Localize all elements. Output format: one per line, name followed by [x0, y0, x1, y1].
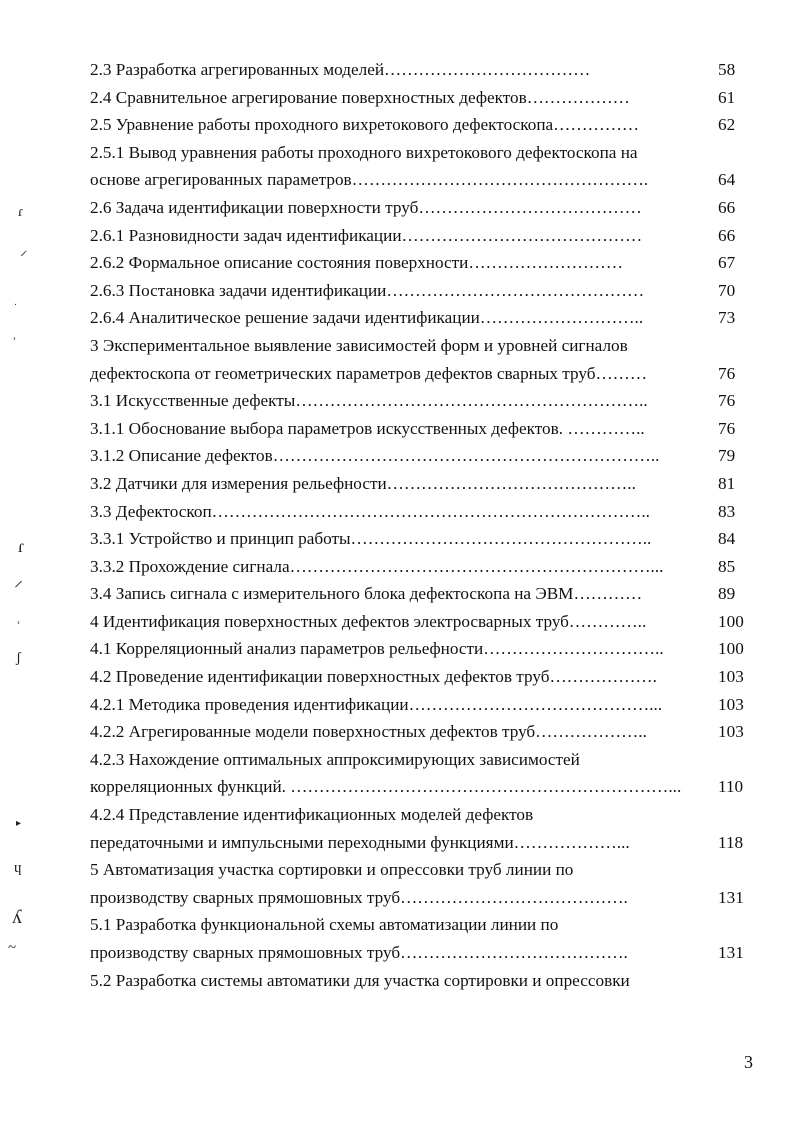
toc-entry-title: 5 Автоматизация участка сортировки и опрессовки труб линии по [90, 860, 574, 880]
toc-entry [90, 801, 750, 829]
toc-entry-title: 3.1.1 Обоснование выбора параметров искусственных дефектов. ………….. [90, 418, 645, 438]
scan-artifact: ʃ [16, 650, 21, 666]
toc-entry-title: 3 Экспериментальное выявление зависимостей форм и уровней сигналов [90, 335, 628, 355]
toc-entry-page: 61 [718, 87, 736, 107]
toc-entry-title: 3.4 Запись сигнала с измерительного блока дефектоскопа на ЭВМ………… [90, 584, 643, 604]
toc-entry-page: 70 [718, 280, 736, 300]
toc-entry [90, 222, 750, 250]
toc-entry-page: 73 [718, 308, 736, 328]
toc-entry [90, 360, 750, 388]
toc-entry-title: 3.3.1 Устройство и принцип работы…………………………………………….. [90, 529, 652, 549]
toc-entry [90, 718, 750, 746]
toc-entry-title: 4.2.1 Методика проведения идентификации……………………………………... [90, 694, 663, 714]
toc-entry-page: 100 [718, 611, 744, 631]
toc-entry [90, 663, 750, 691]
toc-entry-title: 5.2 Разработка системы автоматики для участка сортировки и опрессовки [90, 970, 630, 990]
toc-entry-title: производству сварных прямошовных труб…………………………………. [90, 943, 628, 962]
toc-entry-title: 2.6 Задача идентификации поверхности труб………………………………… [90, 197, 642, 217]
page-number: 3 [744, 1052, 753, 1072]
toc-entry [90, 111, 750, 139]
toc-entry [90, 856, 750, 884]
scan-artifact: ɾ [18, 204, 23, 220]
toc-entry-page: 66 [718, 225, 736, 245]
toc-entry [90, 249, 750, 277]
toc-entry-title: 4.2 Проведение идентификации поверхностных дефектов труб………………. [90, 667, 657, 687]
scan-artifact: ⸝ [20, 243, 28, 259]
toc-entry-title: корреляционных функций. …………………………………………………………... [90, 777, 682, 797]
toc-entry-title: 4.2.2 Агрегированные модели поверхностных дефектов труб……………….. [90, 722, 647, 742]
toc-entry-title: 2.6.3 Постановка задачи идентификации……………………………………… [90, 280, 645, 300]
toc-entry [90, 967, 750, 995]
toc-entry-page: 67 [718, 253, 736, 273]
toc-entry-title: 5.1 Разработка функциональной схемы автоматизации линии по [90, 915, 559, 935]
toc-entry-title: 4.1 Корреляционный анализ параметров рельефности………………………….. [90, 639, 664, 659]
scan-artifact: ʎ [12, 906, 22, 928]
toc-entry-title: 2.4 Сравнительное агрегирование поверхностных дефектов……………… [90, 87, 630, 107]
toc-entry-title: передаточными и импульсными переходными функциями………………... [90, 832, 630, 852]
scan-artifact: ⸝ [14, 570, 23, 590]
toc-entry-page: 103 [718, 722, 744, 742]
toc-entry-title: 4 Идентификация поверхностных дефектов электросварных труб………….. [90, 611, 647, 631]
toc-entry-page: 81 [718, 473, 736, 493]
toc-entry-title: 3.3 Дефектоскоп………………………………………………………………….. [90, 501, 650, 521]
toc-entry-title: 4.2.4 Представление идентификационных моделей дефектов [90, 805, 534, 825]
toc-entry-page: 103 [718, 667, 744, 687]
toc-entry [90, 939, 750, 967]
toc-entry-page: 76 [718, 363, 736, 383]
toc-entry-page: 85 [718, 556, 736, 576]
toc-entry [90, 691, 750, 719]
toc-entry [90, 580, 750, 608]
toc-entry-page: 100 [718, 639, 744, 659]
toc-entry [90, 498, 750, 526]
toc-entry-page: 58 [718, 60, 736, 79]
scan-artifact: ɾ [18, 536, 24, 556]
toc-entry [90, 608, 750, 636]
toc-entry-title: 2.5.1 Вывод уравнения работы проходного вихретокового дефектоскопа на [90, 142, 638, 162]
toc-entry-page: 66 [718, 197, 736, 217]
toc-entry-page: 76 [718, 391, 736, 411]
toc-entry [90, 415, 750, 443]
toc-entry [90, 525, 750, 553]
toc-entry-title: 2.6.4 Аналитическое решение задачи идентификации……………………….. [90, 308, 644, 328]
toc-entry [90, 387, 750, 415]
toc-entry-title: 3.1.2 Описание дефектов………………………………………………………….. [90, 446, 660, 466]
toc-entry-page: 89 [718, 584, 736, 604]
toc-entry-title: 3.3.2 Прохождение сигнала………………………………………………………... [90, 556, 664, 576]
toc-entry-page: 110 [718, 777, 744, 797]
toc-entry-title: дефектоскопа от геометрических параметров дефектов сварных труб……… [90, 363, 648, 383]
toc-entry-title: 2.6.1 Разновидности задач идентификации…………………………………… [90, 225, 643, 245]
toc-entry [90, 56, 750, 84]
scan-artifact: ᐧ [14, 300, 17, 311]
toc-entry-title: 3.2 Датчики для измерения рельефности…………………………………….. [90, 473, 636, 493]
toc-entry-title: 2.6.2 Формальное описание состояния поверхности……………………… [90, 253, 624, 273]
scan-artifact: ~ [8, 940, 17, 956]
toc-entry [90, 139, 750, 167]
scan-artifact: ʾ [16, 620, 21, 636]
toc-entry [90, 746, 750, 774]
scan-artifact: ▸ [16, 818, 22, 829]
toc-entry [90, 166, 750, 194]
toc-entry-page: 79 [718, 446, 736, 466]
toc-entry [90, 884, 750, 912]
toc-entry [90, 194, 750, 222]
toc-entry-title: основе агрегированных параметров……………………………………………. [90, 170, 649, 190]
toc-entry [90, 442, 750, 470]
toc-entry [90, 911, 750, 939]
toc-entry [90, 829, 750, 857]
toc-entry-page: 62 [718, 115, 736, 135]
toc-entry-title: 4.2.3 Нахождение оптимальных аппроксимирующих зависимостей [90, 749, 580, 769]
toc-entry [90, 635, 750, 663]
toc-entry-title: производству сварных прямошовных труб…………………………………. [90, 887, 628, 907]
toc-entry-page: 118 [718, 832, 744, 852]
scan-artifact: ʾ [12, 336, 17, 352]
toc-entry-title: 2.5 Уравнение работы проходного вихретокового дефектоскопа…………… [90, 115, 640, 135]
table-of-contents [90, 56, 750, 994]
toc-entry [90, 553, 750, 581]
toc-entry-page: 83 [718, 501, 736, 521]
toc-entry-title: 3.1 Искусственные дефекты…………………………………………………….. [90, 391, 648, 411]
toc-entry [90, 470, 750, 498]
toc-entry [90, 304, 750, 332]
toc-entry [90, 277, 750, 305]
toc-entry-title: 2.3 Разработка агрегированных моделей……………………………… [90, 60, 591, 79]
scan-artifact: ɥ [14, 860, 22, 876]
toc-entry-page: 84 [718, 529, 736, 549]
toc-entry [90, 773, 750, 801]
toc-entry [90, 332, 750, 360]
toc-entry [90, 84, 750, 112]
toc-entry-page: 131 [718, 887, 744, 907]
toc-entry-page: 103 [718, 694, 744, 714]
toc-entry-page: 131 [718, 943, 744, 962]
toc-entry-page: 76 [718, 418, 736, 438]
toc-entry-page: 64 [718, 170, 736, 190]
